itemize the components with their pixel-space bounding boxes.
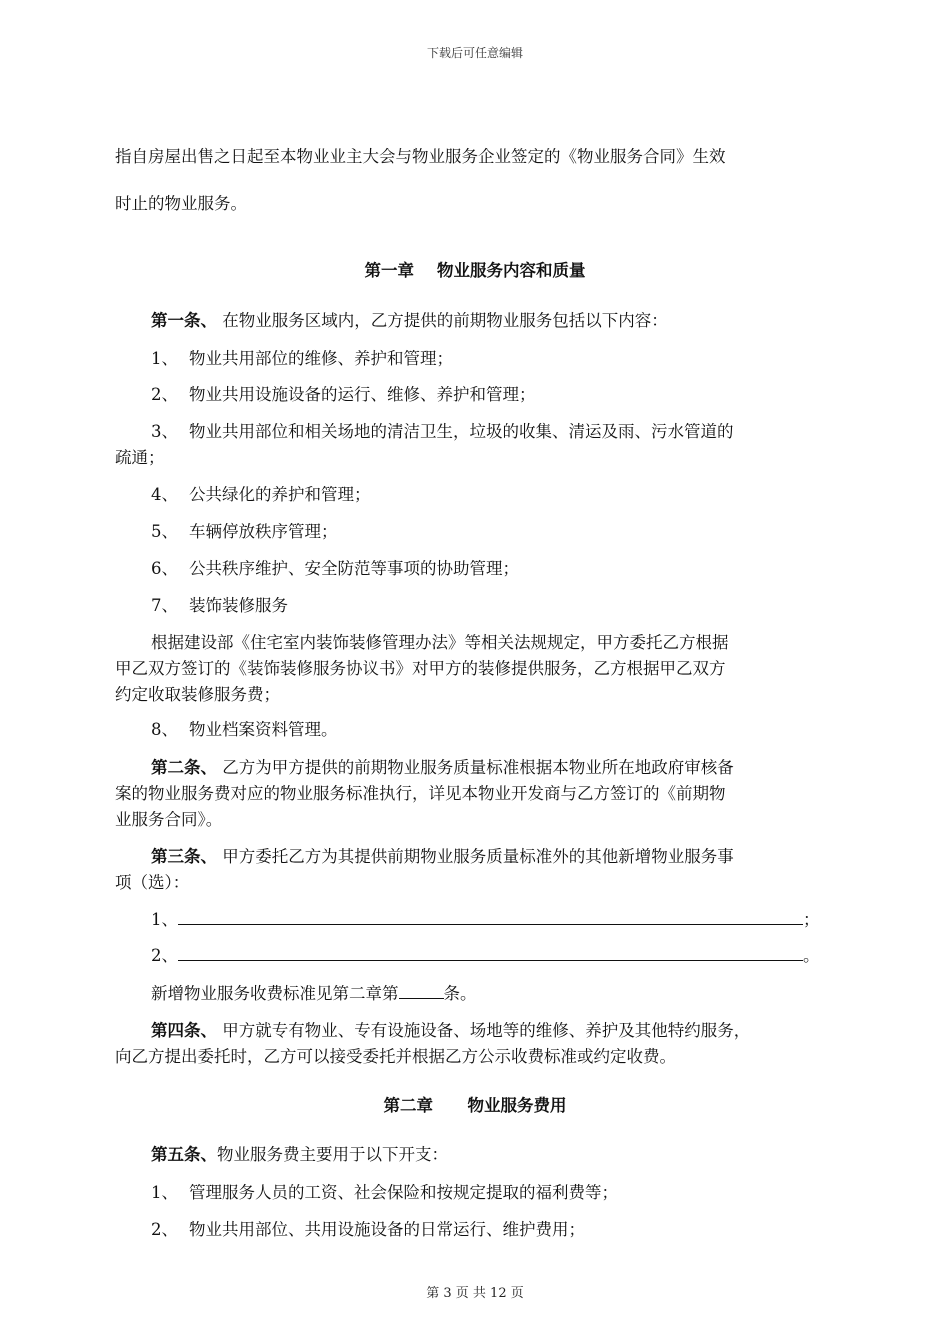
article-2-line: 业服务合同》。	[115, 810, 223, 829]
article-2-label: 第二条、	[151, 758, 217, 777]
article-1-label: 第一条、	[151, 311, 217, 330]
list-item: 1、 管理服务人员的工资、社会保险和按规定提取的福利费等；	[151, 1183, 618, 1202]
article-3-line: 项（选）：	[115, 873, 190, 892]
list-item: 6、 公共秩序维护、安全防范等事项的协助管理；	[151, 559, 519, 578]
intro-line-1: 指自房屋出售之日起至本物业业主大会与物业服务企业签定的《物业服务合同》生效	[115, 147, 726, 166]
list-item: 4、 公共绿化的养护和管理；	[151, 485, 371, 504]
list-item: 3、 物业共用部位和相关场地的清洁卫生，垃圾的收集、清运及雨、污水管道的	[151, 422, 734, 441]
article-5: 第五条、物业服务费主要用于以下开支：	[151, 1145, 448, 1164]
list-item: 7、 装饰装修服务	[151, 596, 288, 615]
blank-field-article-number[interactable]	[399, 982, 444, 999]
article-3: 第三条、 甲方委托乙方为其提供前期物业服务质量标准外的其他新增物业服务事	[151, 847, 734, 866]
article-5-label: 第五条、	[151, 1145, 217, 1164]
page-footer: 第 3 页 共 12 页	[426, 1286, 524, 1301]
fill-in-line-1: 1、 ；	[151, 910, 820, 929]
list-item-continuation: 疏通；	[115, 448, 165, 467]
chapter-1-title: 第一章 物业服务内容和质量	[364, 261, 586, 280]
article-4: 第四条、 甲方就专有物业、专有设施设备、场地等的维修、养护及其他特约服务，	[151, 1021, 751, 1040]
article-2-line: 案的物业服务费对应的物业服务标准执行，详见本物业开发商与乙方签订的《前期物	[115, 784, 726, 803]
decoration-paragraph-line: 甲乙双方签订的《装饰装修服务协议书》对甲方的装修提供服务，乙方根据甲乙双方	[115, 659, 726, 678]
decoration-paragraph-line: 根据建设部《住宅室内装饰装修管理办法》等相关法规规定，甲方委托乙方根据	[151, 633, 729, 652]
intro-line-2: 时止的物业服务。	[115, 194, 247, 213]
list-item: 8、 物业档案资料管理。	[151, 720, 338, 739]
article-1	[151, 307, 668, 331]
list-item: 1、 物业共用部位的维修、养护和管理；	[151, 349, 453, 368]
fill-in-line-2: 2、 。	[151, 946, 820, 965]
chapter-2-title: 第二章 物业服务费用	[383, 1096, 567, 1115]
article-2: 第二条、 乙方为甲方提供的前期物业服务质量标准根据本物业所在地政府审核备	[151, 758, 734, 777]
article-3-label: 第三条、	[151, 847, 217, 866]
article-4-label: 第四条、	[151, 1021, 217, 1040]
article-1-text: 在物业服务区域内，乙方提供的前期物业服务包括以下内容：	[217, 311, 668, 330]
list-item: 2、 物业共用设施设备的运行、维修、养护和管理；	[151, 385, 536, 404]
blank-field-2[interactable]	[178, 944, 803, 961]
fee-reference: 新增物业服务收费标准见第二章第 条。	[151, 984, 477, 1003]
blank-field-1[interactable]	[178, 908, 803, 925]
list-item: 2、 物业共用部位、共用设施设备的日常运行、维护费用；	[151, 1220, 585, 1239]
decoration-paragraph-line: 约定收取装修服务费；	[115, 685, 280, 704]
page-header: 下载后可任意编辑	[426, 46, 523, 60]
list-item: 5、 车辆停放秩序管理；	[151, 522, 338, 541]
article-4-line: 向乙方提出委托时，乙方可以接受委托并根据乙方公示收费标准或约定收费。	[115, 1047, 676, 1066]
